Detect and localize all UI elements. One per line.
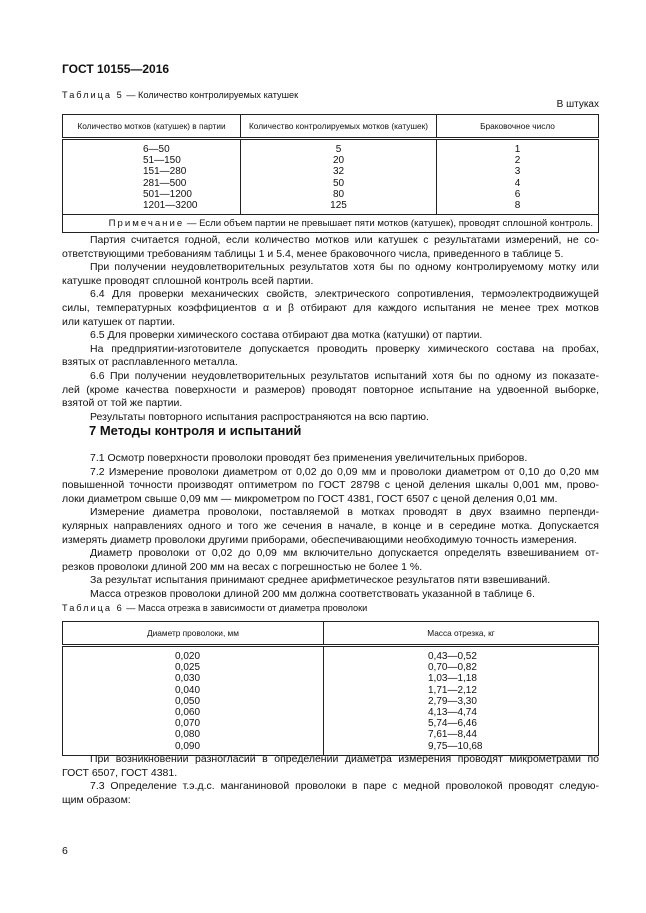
table6-row: [63, 673, 599, 684]
table5-note-text: — Если объем партии не превышает пяти мотков (катушек), проводят сплошной контроль.: [184, 218, 593, 230]
paragraph-line: катушке проводят сплошной контроль всей партии.: [62, 274, 314, 287]
table6-row: [63, 696, 599, 707]
table6-caption-text: — Масса отрезка в зависимости от диаметра проволоки: [123, 603, 368, 613]
table5-note-label: Примечание: [108, 218, 185, 230]
table6-row: [63, 718, 599, 729]
table6-row: [63, 646, 599, 663]
paragraph-line: или катушек от партии.: [62, 315, 176, 328]
table6-cell: 1,71—2,12: [324, 685, 599, 696]
table5-header-row: [63, 115, 599, 139]
table5-cell: 8: [437, 200, 599, 215]
table5-cell: 6: [437, 189, 599, 200]
table5-cell: 4: [437, 178, 599, 189]
table6-cell: 0,43—0,52: [324, 646, 599, 663]
paragraph: [62, 547, 599, 574]
table5-caption: [62, 90, 298, 100]
table6: [62, 621, 599, 756]
paragraph-line: 7.3 Определение т.э.д.с. манганиновой проволоки в паре с медной проволокой проводят следую-: [90, 780, 599, 793]
paragraph: [62, 574, 599, 588]
paragraph-line: ответствующими требованиям таблицы 1 и 5.4, менее браковочного числа, приведенного в таблице 5.: [62, 247, 564, 260]
paragraph-line: 6.5 Для проверки химического состава отбирают два мотка (катушки) от партии.: [90, 329, 483, 342]
table6-row: [63, 662, 599, 673]
table5-row: [63, 189, 599, 200]
paragraph-line: взятых от расплавленного металла.: [62, 356, 238, 369]
paragraph-line: силы, температурных коэффициентов α и β отбирают для каждого испытания не менее трех мотков: [62, 301, 599, 314]
table5-cell: 32: [241, 166, 437, 177]
table5: [62, 114, 599, 233]
paragraph-line: При возникновении разногласий в определении диаметра измерения проводят микрометрами по: [90, 753, 599, 765]
table5-cell: 1: [437, 139, 599, 156]
paragraph-line: ГОСТ 6507, ГОСТ 4381.: [62, 766, 178, 779]
paragraph-line: Результаты повторного испытания распространяются на всю партию.: [90, 410, 429, 423]
table6-cell: 0,080: [63, 729, 324, 740]
table5-cell: 5: [241, 139, 437, 156]
table5-col-header: Количество контролируемых мотков (катушек): [241, 115, 437, 139]
paragraph-line: 6.4 Для проверки механических свойств, электрического сопротивления, термоэлектродвижущей: [90, 288, 599, 301]
paragraph-line: повышенной точности производят оптиметром по ГОСТ 28798 с ценой деления шкалы 0,001 мм, прово-: [62, 479, 599, 492]
paragraph: [62, 780, 599, 807]
table6-cell: 0,70—0,82: [324, 662, 599, 673]
paragraph-line: На предприятии-изготовителе допускается проводить проверку химического состава на пробах,: [90, 342, 599, 355]
paragraph: [62, 370, 599, 411]
paragraph: [62, 452, 599, 466]
paragraph-line: локи диаметром свыше 0,09 мм — микрометром по ГОСТ 4381, ГОСТ 6507 с ценой деления 0,01 мм.: [62, 492, 558, 505]
table6-cell: 0,060: [63, 707, 324, 718]
paragraph-line: щим образом:: [62, 793, 131, 806]
paragraph-line: За результат испытания принимают среднее арифметическое результатов пяти взвешиваний.: [90, 574, 551, 587]
table6-row: [63, 707, 599, 718]
paragraph-line: Партия считается годной, если количество мотков или катушек с результатами измерений, не со-: [90, 234, 599, 246]
page-number: 6: [62, 845, 68, 857]
table5-cell: 281—500: [63, 178, 241, 189]
table5-cell: 501—1200: [63, 189, 241, 200]
table5-cell: 1201—3200: [63, 200, 241, 215]
table6-cell: 9,75—10,68: [324, 741, 599, 756]
paragraph-line: измерять диаметр проволоки другими приборами, обеспечивающими необходимую точность измерения.: [62, 533, 577, 546]
paragraph-line: 7.2 Измерение проволоки диаметром от 0,02 до 0,09 мм и проволоки диаметром от 0,10 до 0,20 мм: [90, 465, 599, 478]
table5-cell: 3: [437, 166, 599, 177]
table6-cell: 0,040: [63, 685, 324, 696]
paragraph: [62, 234, 599, 261]
table6-cell: 5,74—6,46: [324, 718, 599, 729]
paragraph-line: 7.1 Осмотр поверхности проволоки проводят без применения увеличительных приборов.: [90, 452, 528, 464]
table6-row: [63, 685, 599, 696]
table6-cell: 0,050: [63, 696, 324, 707]
text-block-6: [62, 234, 599, 424]
table6-cell: 4,13—4,74: [324, 707, 599, 718]
paragraph: [62, 329, 599, 343]
table5-cell: 51—150: [63, 155, 241, 166]
table5-row: [63, 200, 599, 215]
text-block-7: [62, 452, 599, 602]
paragraph: [62, 466, 599, 507]
table5-caption-text: — Количество контролируемых катушек: [123, 90, 299, 100]
table6-cell: 0,030: [63, 673, 324, 684]
table5-unit: В штуках: [556, 99, 599, 110]
paragraph: [62, 261, 599, 288]
paragraph: [62, 343, 599, 370]
table6-col-header: Диаметр проволоки, мм: [63, 622, 324, 646]
table6-col-header: Масса отрезка, кг: [324, 622, 599, 646]
table5-cell: 80: [241, 189, 437, 200]
table5-cell: 20: [241, 155, 437, 166]
paragraph-line: 6.6 При получении неудовлетворительных результатов испытаний хотя бы по одному из показате-: [90, 369, 599, 382]
table5-col-header: Браковочное число: [437, 115, 599, 139]
document-title: ГОСТ 10155—2016: [62, 62, 170, 76]
paragraph-line: лей (кроме качества поверхности и размеров) проводят повторное испытание на удвоенной выборке,: [62, 383, 599, 396]
paragraph-line: взятой от той же партии.: [62, 397, 183, 410]
paragraph-line: Масса отрезков проволоки длиной 200 мм должна соответствовать указанной в таблице 6.: [90, 587, 535, 600]
table5-cell: 50: [241, 178, 437, 189]
table6-row: [63, 729, 599, 740]
table6-cell: 0,020: [63, 646, 324, 663]
paragraph-line: При получении неудовлетворительных результатов хотя бы по одному контролируемому мотку или: [90, 261, 599, 274]
paragraph-line: Диаметр проволоки от 0,02 до 0,09 мм включительно допускается определять взвешиванием от-: [90, 547, 599, 560]
table5-caption-label: Таблица 5: [62, 90, 124, 100]
table6-caption: [62, 603, 367, 613]
paragraph-line: резков проволоки длиной 200 мм на весах с погрешностью не более 1 %.: [62, 560, 423, 573]
paragraph: [62, 506, 599, 547]
table6-cell: 0,025: [63, 662, 324, 673]
table6-header-row: [63, 622, 599, 646]
table5-row: [63, 166, 599, 177]
table5-row: [63, 139, 599, 156]
paragraph: [62, 288, 599, 329]
paragraph-line: Измерение диаметра проволоки, поставляемой в мотках проводят в двух взаимно перпенди-: [90, 506, 599, 519]
section-heading: 7 Методы контроля и испытаний: [89, 423, 302, 438]
table6-cell: 1,03—1,18: [324, 673, 599, 684]
table5-cell: 151—280: [63, 166, 241, 177]
text-block-7-cont: [62, 753, 599, 807]
table6-caption-label: Таблица 6: [62, 603, 124, 613]
paragraph-line: кулярных направлениях одного и того же сечения в начале, в конце и в середине мотка. Допускается: [62, 519, 599, 532]
table6-cell: 0,090: [63, 741, 324, 756]
table6-cell: 7,61—8,44: [324, 729, 599, 740]
table5-cell: 2: [437, 155, 599, 166]
table5-cell: 6—50: [63, 139, 241, 156]
table5-col-header: Количество мотков (катушек) в партии: [63, 115, 241, 139]
table5-note-row: [63, 215, 599, 233]
table5-row: [63, 155, 599, 166]
table6-cell: 0,070: [63, 718, 324, 729]
paragraph: [62, 588, 599, 602]
table6-cell: 2,79—3,30: [324, 696, 599, 707]
paragraph: [62, 753, 599, 780]
table5-row: [63, 178, 599, 189]
table5-cell: 125: [241, 200, 437, 215]
